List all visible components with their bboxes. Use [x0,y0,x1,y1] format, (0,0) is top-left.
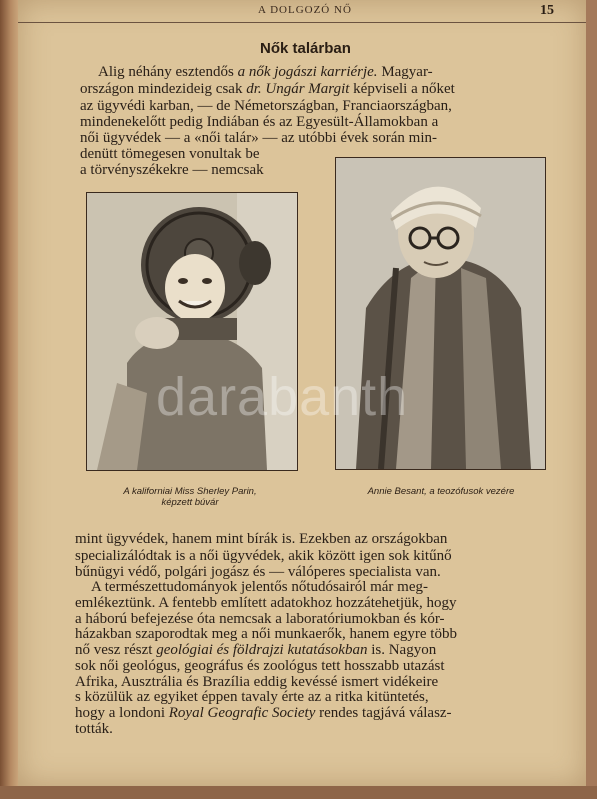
diver-photo-illustration [87,193,297,470]
body-line: házakban szaporodtak meg a női munkaerők, hanem egyre több [75,626,457,642]
besant-photo [335,157,546,470]
body-line: nő vesz részt geológiai és földrajzi kutatásokban is. Nagyon [75,642,437,658]
diver-caption-line-2: képzett búvár [161,497,219,508]
table-surface [0,786,597,799]
header-rule [18,22,586,23]
intro-line: denütt tömegesen vonultak be [80,146,260,162]
body-line: emlékeztünk. A fentebb említett adatokhoz hozzátehetjük, hogy [75,595,457,611]
body-line: a háború befejezése óta nemcsak a laboratóriumokban és kór- [75,611,445,627]
page-number: 15 [540,3,554,18]
magazine-title: A DOLGOZÓ NŐ [258,4,352,16]
intro-line: mindenekelőtt pedig Indiában és az Egyesült-Államokban a [80,114,439,130]
besant-caption-line: Annie Besant, a teozófusok vezére [367,486,515,497]
watermark: darabanth [156,367,409,427]
running-header [18,0,586,22]
body-line: specializálódtak is a női ügyvédek, akik között igen sok kitűnő [75,548,452,564]
intro-line: a törvényszékekre — nemcsak [80,162,264,178]
book-spine-edge [0,0,18,799]
body-line: tották. [75,721,113,737]
besant-photo-caption [336,486,546,497]
article-title: Nők talárban [260,40,351,57]
body-line: hogy a londoni Royal Geografic Society rendes tagjává válasz- [75,705,452,721]
intro-line: országon mindezideig csak dr. Ungár Margit képviseli a nőket [80,81,455,97]
intro-line: Alig néhány esztendős a nők jogászi karriérje. Magyar- [98,64,433,80]
diver-photo [86,192,298,471]
diver-caption-line-1: A kaliforniai Miss Sherley Parin, [123,486,257,497]
besant-photo-illustration [336,158,545,469]
body-line: Afrika, Ausztrália és Brazília eddig kevéssé ismert vidékeire [75,674,439,690]
diver-photo-caption [90,486,290,508]
body-line: bűnügyi védő, polgári jogász és — válóperes specialista van. [75,564,441,580]
body-line: A természettudományok jelentős nőtudósairól már meg- [91,579,429,595]
body-line: mint ügyvédek, hanem mint bírák is. Ezekben az országokban [75,531,448,547]
body-line: sok női geológus, geográfus és zoológus tett hosszabb utazást [75,658,445,674]
body-line: s közülük az egyiket éppen tavaly érte az a ritka kitüntetés, [75,689,429,705]
intro-line: női ügyvédek — a «női talár» — az utóbbi évek során min- [80,130,437,146]
intro-line: az ügyvédi karban, — de Németországban, Franciaországban, [80,98,452,114]
magazine-page [18,0,586,786]
